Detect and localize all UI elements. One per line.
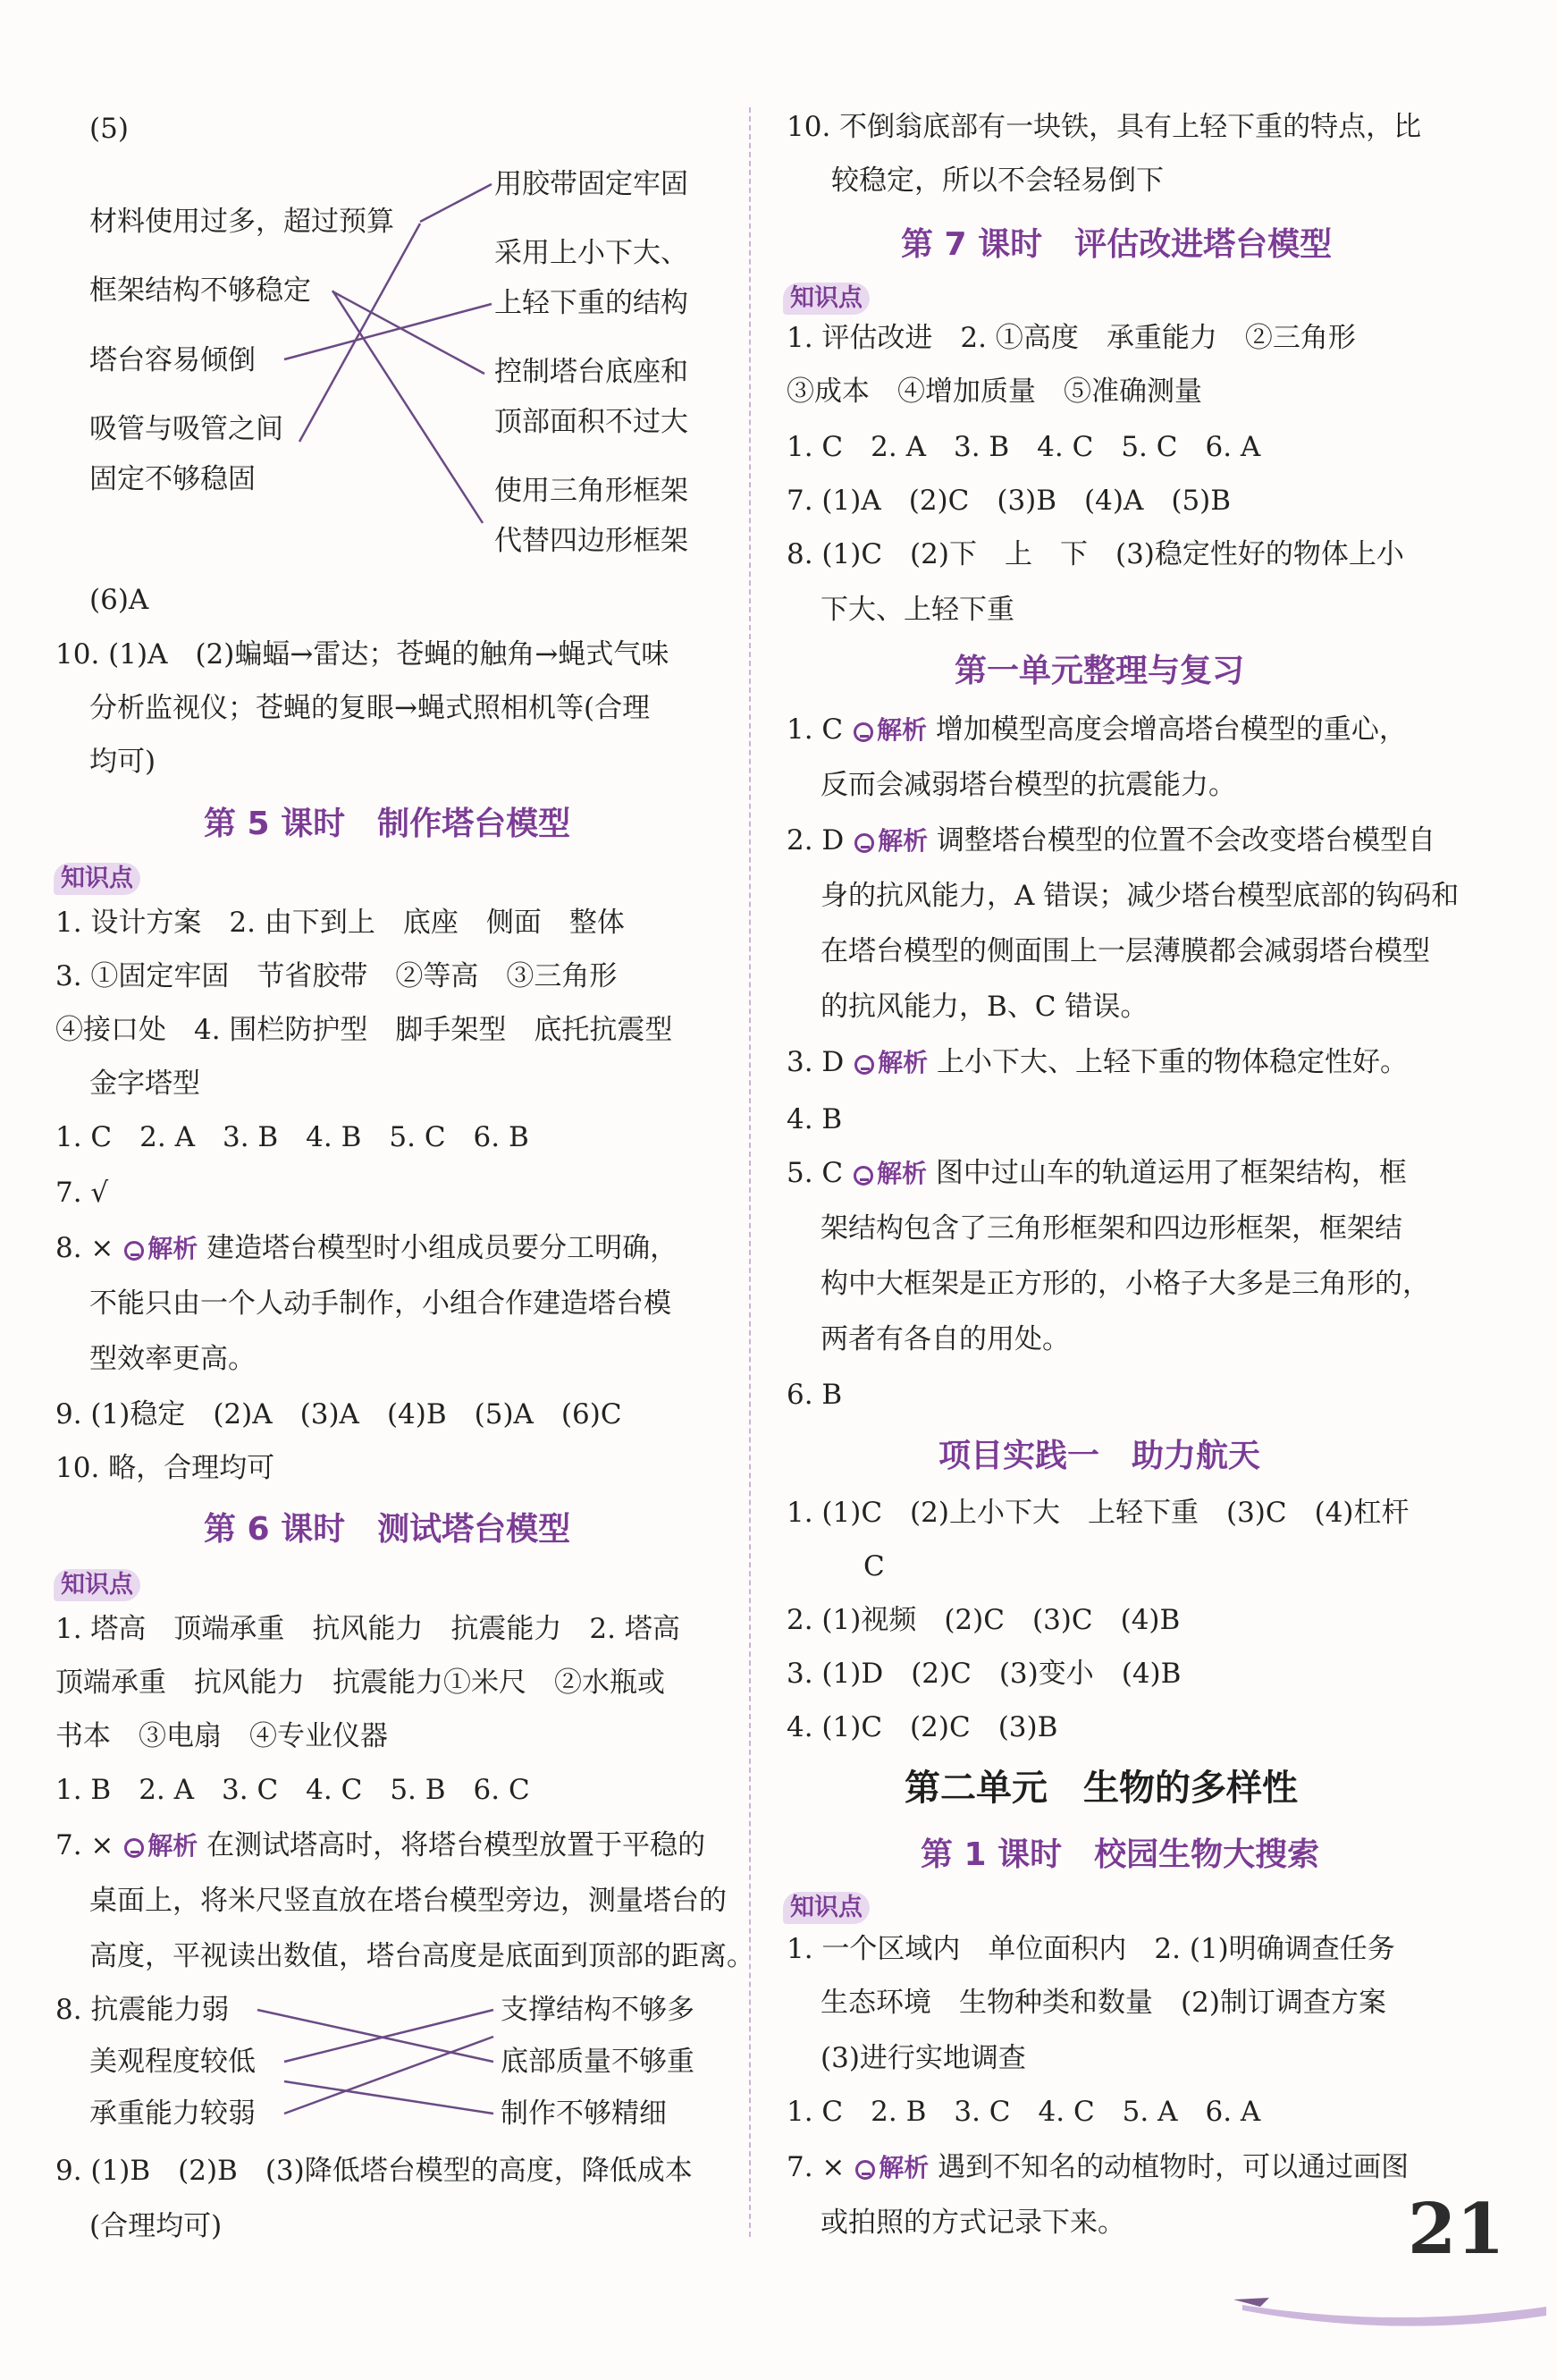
match-line xyxy=(332,291,484,374)
match-right-7: 代替四边形框架 xyxy=(494,525,688,557)
r1 xyxy=(787,712,1407,748)
l6-q7-text-2: 桌面上，将米尺竖直放在塔台模型旁边，测量塔台的 xyxy=(89,1885,727,1917)
match-line xyxy=(284,2037,493,2114)
l6-q8-right-3: 制作不够精细 xyxy=(501,2097,667,2130)
analysis-icon xyxy=(854,1055,874,1075)
l5-q8-text-2: 不能只由一个人动手制作，小组合作建造塔台模 xyxy=(89,1287,671,1320)
match-right-3: 上轻下重的结构 xyxy=(494,287,688,319)
analysis-label: 解析 xyxy=(878,1048,929,1077)
l5-q8 xyxy=(55,1230,678,1267)
matching-lines xyxy=(0,0,769,626)
knowledge-tag: 知识点 xyxy=(783,1892,870,1924)
analysis-icon xyxy=(124,1241,144,1261)
u2-lesson1-title: 第 1 课时 校园生物大搜索 xyxy=(921,1836,1320,1873)
l6-line-4: 1. B 2. A 3. C 4. C 5. B 6. C xyxy=(55,1774,530,1806)
l6-line-1: 1. 塔高 顶端承重 抗风能力 抗震能力 2. 塔高 xyxy=(55,1613,680,1645)
q10-line-2: 分析监视仪；苍蝇的复眼→蝇式照相机等(合理 xyxy=(89,692,651,724)
analysis-icon xyxy=(854,833,874,853)
match-right-1: 用胶带固定牢固 xyxy=(494,168,688,200)
match-right-5: 顶部面积不过大 xyxy=(494,406,688,438)
r2-text-1: 调整塔台模型的位置不会改变塔台模型自 xyxy=(937,824,1436,857)
p-line-2: C xyxy=(863,1550,885,1582)
r2-text-3: 在塔台模型的侧面围上一层薄膜都会减弱塔台模型 xyxy=(821,935,1430,967)
u2-line-3: (3)进行实地调查 xyxy=(821,2042,1026,2074)
u2-q7-head: 7. × xyxy=(787,2151,846,2183)
analysis-label: 解析 xyxy=(879,2153,930,2182)
r6: 6. B xyxy=(787,1379,843,1411)
l6-q9-line-2: (合理均可) xyxy=(89,2210,223,2242)
match-line xyxy=(420,184,492,222)
r3-head: 3. D xyxy=(787,1046,845,1078)
knowledge-tag: 知识点 xyxy=(783,283,870,315)
l5-q10: 10. 略，合理均可 xyxy=(55,1452,275,1484)
match-right-4: 控制塔台底座和 xyxy=(494,356,688,388)
l6-q8-left-3: 承重能力较弱 xyxy=(89,2097,256,2130)
page-swoosh xyxy=(1233,2280,1555,2342)
knowledge-tag: 知识点 xyxy=(54,863,140,895)
project-title: 项目实践一 助力航天 xyxy=(938,1438,1261,1474)
q10-line-1: 10. (1)A (2)蝙蝠→雷达；苍蝇的触角→蝇式气味 xyxy=(55,638,669,671)
u2-q7-text-1: 遇到不知名的动植物时，可以通过画图 xyxy=(938,2151,1410,2183)
r-q10-line-2: 较稳定，所以不会轻易倒下 xyxy=(831,165,1164,197)
r5-text-1: 图中过山车的轨道运用了框架结构，框 xyxy=(935,1157,1407,1189)
r2 xyxy=(787,823,1435,859)
l5-line-2: 3. ①固定牢固 节省胶带 ②等高 ③三角形 xyxy=(55,960,618,992)
l6-q8-left-1: 8. 抗震能力弱 xyxy=(55,1994,230,2026)
l6-q7 xyxy=(55,1827,705,1864)
l6-q8-left-2: 美观程度较低 xyxy=(89,2046,256,2078)
l7-line-5: 8. (1)C (2)下 上 下 (3)稳定性好的物体上小 xyxy=(787,538,1404,570)
l5-q8-text-3: 型效率更高。 xyxy=(89,1343,256,1375)
l5-q8-text-1: 建造塔台模型时小组成员要分工明确， xyxy=(206,1232,678,1264)
l6-q7-text-3: 高度，平视读出数值，塔台高度是底面到顶部的距离。 xyxy=(89,1940,754,1972)
match-left-3: 塔台容易倾倒 xyxy=(89,344,256,376)
l6-matching-lines xyxy=(0,1967,769,2146)
l6-q8-right-2: 底部质量不够重 xyxy=(501,2046,694,2078)
l7-line-6: 下大、上轻下重 xyxy=(821,594,1014,626)
r5-text-3: 构中大框架是正方形的，小格子大多是三角形的， xyxy=(821,1268,1430,1300)
r5-text-4: 两者有各自的用处。 xyxy=(821,1323,1070,1355)
analysis-label: 解析 xyxy=(877,1159,928,1188)
match-left-5: 固定不够稳固 xyxy=(89,463,256,495)
match-line xyxy=(284,304,492,359)
lesson5-title: 第 5 课时 制作塔台模型 xyxy=(204,806,571,842)
match-right-6: 使用三角形框架 xyxy=(494,475,688,507)
r-q10-line-1: 10. 不倒翁底部有一块铁，具有上轻下重的特点，比 xyxy=(787,111,1422,143)
l5-q8-head: 8. × xyxy=(55,1232,114,1264)
r2-text-4: 的抗风能力，B、C 错误。 xyxy=(821,991,1149,1023)
r1-text-1: 增加模型高度会增高塔台模型的重心， xyxy=(935,713,1407,746)
analysis-icon xyxy=(854,1166,873,1186)
u2-line-2: 生态环境 生物种类和数量 (2)制订调查方案 xyxy=(821,1987,1386,2019)
l5-line-3: ④接口处 4. 围栏防护型 脚手架型 底托抗震型 xyxy=(55,1014,673,1046)
p-line-4: 3. (1)D (2)C (3)变小 (4)B xyxy=(787,1658,1182,1690)
analysis-label: 解析 xyxy=(878,826,929,856)
r3 xyxy=(787,1044,1408,1081)
l5-line-5: 1. C 2. A 3. B 4. B 5. C 6. B xyxy=(55,1121,529,1153)
q9-5-label: (5) xyxy=(89,113,129,145)
analysis-icon xyxy=(124,1838,144,1858)
analysis-label: 解析 xyxy=(877,715,928,745)
l6-q8-right-1: 支撑结构不够多 xyxy=(501,1994,694,2026)
lesson6-title: 第 6 课时 测试塔台模型 xyxy=(204,1511,571,1548)
page-number: 21 xyxy=(1408,2189,1505,2270)
l5-line-6: 7. √ xyxy=(55,1177,109,1209)
p-line-5: 4. (1)C (2)C (3)B xyxy=(787,1711,1058,1743)
r5 xyxy=(787,1155,1407,1192)
l7-line-2: ③成本 ④增加质量 ⑤准确测量 xyxy=(787,376,1202,408)
r1-head: 1. C xyxy=(787,713,844,746)
r3-text: 上小下大、上轻下重的物体稳定性好。 xyxy=(937,1046,1409,1078)
l6-q9-line-1: 9. (1)B (2)B (3)降低塔台模型的高度，降低成本 xyxy=(55,2155,693,2187)
analysis-label: 解析 xyxy=(147,1831,198,1861)
analysis-label: 解析 xyxy=(147,1234,198,1263)
l6-q7-text-1: 在测试塔高时，将塔台模型放置于平稳的 xyxy=(206,1829,706,1861)
match-left-2: 框架结构不够稳定 xyxy=(89,274,311,307)
analysis-icon xyxy=(855,2160,875,2180)
unit2-title: 第二单元 生物的多样性 xyxy=(905,1768,1298,1809)
u2-q7 xyxy=(787,2149,1409,2186)
review-title: 第一单元整理与复习 xyxy=(955,653,1245,689)
l7-line-4: 7. (1)A (2)C (3)B (4)A (5)B xyxy=(787,485,1232,517)
l6-q7-head: 7. × xyxy=(55,1829,114,1861)
q10-line-3: 均可) xyxy=(89,746,156,778)
r2-text-2: 身的抗风能力，A 错误；减少塔台模型底部的钩码和 xyxy=(821,880,1460,912)
lesson7-title: 第 7 课时 评估改进塔台模型 xyxy=(901,226,1333,263)
match-line xyxy=(284,2081,493,2114)
l5-line-1: 1. 设计方案 2. 由下到上 底座 侧面 整体 xyxy=(55,907,625,939)
u2-line-1: 1. 一个区域内 单位面积内 2. (1)明确调查任务 xyxy=(787,1933,1395,1965)
match-line xyxy=(299,224,420,442)
u2-q7-text-2: 或拍照的方式记录下来。 xyxy=(821,2207,1125,2239)
r1-text-2: 反而会减弱塔台模型的抗震能力。 xyxy=(821,769,1236,801)
r5-text-2: 架结构包含了三角形框架和四边形框架，框架结 xyxy=(821,1212,1402,1245)
r2-head: 2. D xyxy=(787,824,845,857)
l7-line-3: 1. C 2. A 3. B 4. C 5. C 6. A xyxy=(787,431,1261,463)
p-line-1: 1. (1)C (2)上小下大 上轻下重 (3)C (4)杠杆 xyxy=(787,1497,1410,1529)
knowledge-tag: 知识点 xyxy=(54,1569,140,1601)
p-line-3: 2. (1)视频 (2)C (3)C (4)B xyxy=(787,1604,1181,1636)
analysis-icon xyxy=(854,722,873,742)
r4: 4. B xyxy=(787,1103,843,1135)
l6-line-2: 顶端承重 抗风能力 抗震能力①米尺 ②水瓶或 xyxy=(55,1667,665,1699)
l5-line-4: 金字塔型 xyxy=(89,1068,200,1100)
l5-q9: 9. (1)稳定 (2)A (3)A (4)B (5)A (6)C xyxy=(55,1398,622,1431)
match-left-1: 材料使用过多，超过预算 xyxy=(89,206,394,238)
l6-line-3: 书本 ③电扇 ④专业仪器 xyxy=(55,1720,388,1752)
match-left-4: 吸管与吸管之间 xyxy=(89,413,283,445)
u2-line-4: 1. C 2. B 3. C 4. C 5. A 6. A xyxy=(787,2096,1261,2128)
match-right-2: 采用上小下大、 xyxy=(494,237,688,269)
r5-head: 5. C xyxy=(787,1157,844,1189)
q9-6: (6)A xyxy=(89,584,149,616)
l7-line-1: 1. 评估改进 2. ①高度 承重能力 ②三角形 xyxy=(787,322,1356,354)
